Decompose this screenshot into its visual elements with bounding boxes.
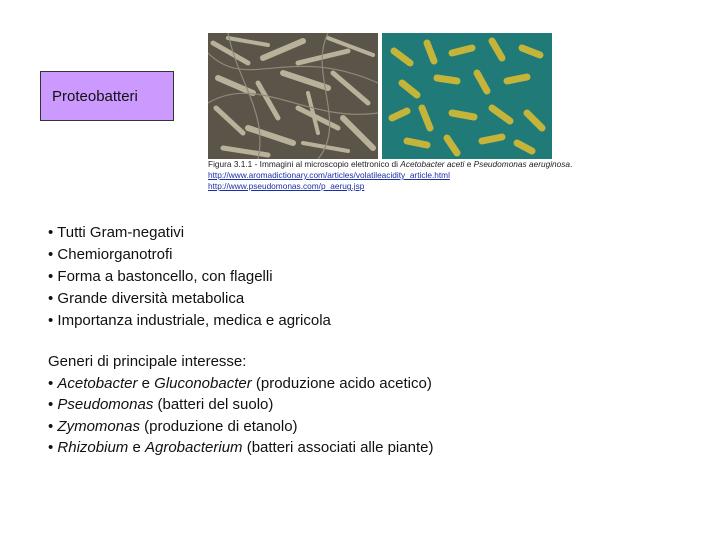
genera-description: (produzione di etanolo) — [139, 417, 298, 435]
list-item: • Forma a bastoncello, con flagelli — [48, 268, 273, 285]
caption-species-1: Acetobacter aceti — [400, 159, 465, 169]
slide-title-box — [40, 71, 174, 121]
micrograph-images — [208, 33, 552, 159]
genera-bullet: • — [48, 374, 58, 392]
caption-link-row-2 — [208, 181, 618, 192]
list-item: • Chemiorganotrofi — [48, 246, 173, 263]
genus-name: Rhizobium — [57, 439, 129, 456]
genera-conjunction: e — [128, 439, 145, 456]
list-item: • Importanza industriale, medica e agricola — [48, 312, 331, 329]
genera-bullet: • — [48, 396, 58, 413]
slide-title: Proteobatteri — [52, 87, 138, 105]
genera-item — [48, 394, 433, 416]
genus-name: Gluconobacter — [154, 374, 252, 392]
genera-heading: Generi di principale interesse: — [48, 353, 247, 370]
genus-name: Zymomonas — [57, 417, 140, 435]
caption-prefix: Figura 3.1.1 - Immagini al microscopio elettronico di — [208, 159, 401, 169]
genera-bullet: • — [48, 439, 58, 456]
genera-item — [48, 416, 433, 438]
figure-caption — [208, 159, 618, 192]
acetobacter-micrograph-image — [208, 33, 378, 159]
pseudomonas-micrograph-image — [382, 33, 552, 159]
list-item: • Grande diversità metabolica — [48, 290, 245, 307]
acetobacter-micrograph — [208, 33, 378, 159]
caption-link-2[interactable]: http://www.pseudomonas.com/p_aerug.jsp — [208, 181, 365, 191]
genus-name: Acetobacter — [57, 374, 138, 392]
caption-link-row-1 — [208, 170, 618, 181]
caption-species-2: Pseudomonas aeruginosa — [473, 159, 571, 169]
genera-description: (batteri del suolo) — [153, 396, 274, 413]
characteristics-list — [48, 222, 331, 332]
pseudomonas-micrograph — [382, 33, 552, 159]
caption-title — [208, 159, 618, 170]
genera-description: (produzione acido acetico) — [251, 374, 432, 392]
genus-name: Pseudomonas — [57, 396, 154, 413]
caption-link-1[interactable]: http://www.aromadictionary.com/articles/volatileacidity_article.html — [208, 170, 450, 180]
genera-description: (batteri associati alle piante) — [242, 439, 434, 456]
genera-bullet: • — [48, 417, 58, 435]
caption-suffix: . — [570, 159, 573, 169]
genera-conjunction: e — [137, 374, 155, 392]
genera-item — [48, 373, 433, 395]
genera-item — [48, 437, 433, 459]
caption-conjunction: e — [464, 159, 474, 169]
list-item: • Tutti Gram-negativi — [48, 224, 185, 241]
genera-section — [48, 351, 433, 459]
genus-name: Agrobacterium — [144, 439, 243, 456]
